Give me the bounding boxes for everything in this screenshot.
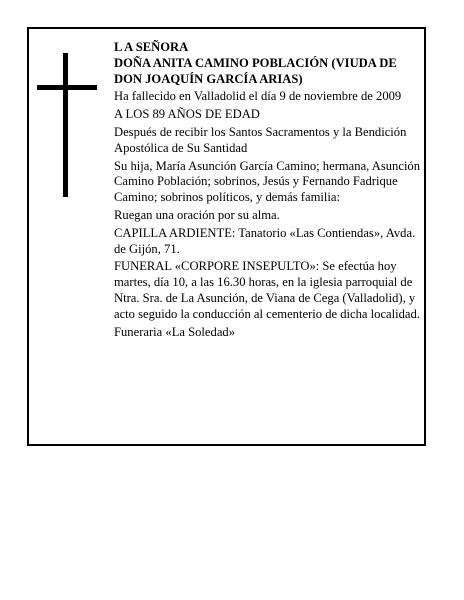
- cross-horizontal-bar: [37, 85, 97, 90]
- funeral-home: Funeraria «La Soledad»: [114, 324, 235, 339]
- latin-cross-icon: [37, 53, 97, 197]
- family-line: Su hija, María Asunción García Camino; hermana, Asunción Camino Población; sobrinos, Jesús y Fernando Fadrique Camino; sobrinos políticos, y demás familia:: [114, 158, 421, 205]
- heading-title: L A SEÑORA: [114, 40, 189, 54]
- deceased-name: DOÑA ANITA CAMINO POBLACIÓN (VIUDA DE DON JOAQUÍN GARCÍA ARIAS): [114, 55, 397, 86]
- cross-vertical-bar: [63, 53, 68, 197]
- funeral-info: FUNERAL «CORPORE INSEPULTO»: Se efectúa hoy martes, día 10, a las 16.30 horas, en la iglesia parroquial de Ntra. Sra. de La Asunción, de Viana de Cega (Valladolid), y acto seguido la conducción al cementerio de dicha localidad.: [114, 259, 420, 321]
- death-announcement: Ha fallecido en Valladolid el día 9 de noviembre de 2009: [114, 89, 402, 104]
- prayer-request: Ruegan una oración por su alma.: [114, 207, 280, 222]
- sacraments-line: Después de recibir los Santos Sacramentos y la Bendición Apostólica de Su Santidad: [114, 124, 407, 155]
- chapel-info: CAPILLA ARDIENTE: Tanatorio «Las Contiendas», Avda. de Gijón, 71.: [114, 225, 416, 256]
- obituary-text: [114, 40, 426, 342]
- age-line: A LOS 89 AÑOS DE EDAD: [114, 107, 260, 122]
